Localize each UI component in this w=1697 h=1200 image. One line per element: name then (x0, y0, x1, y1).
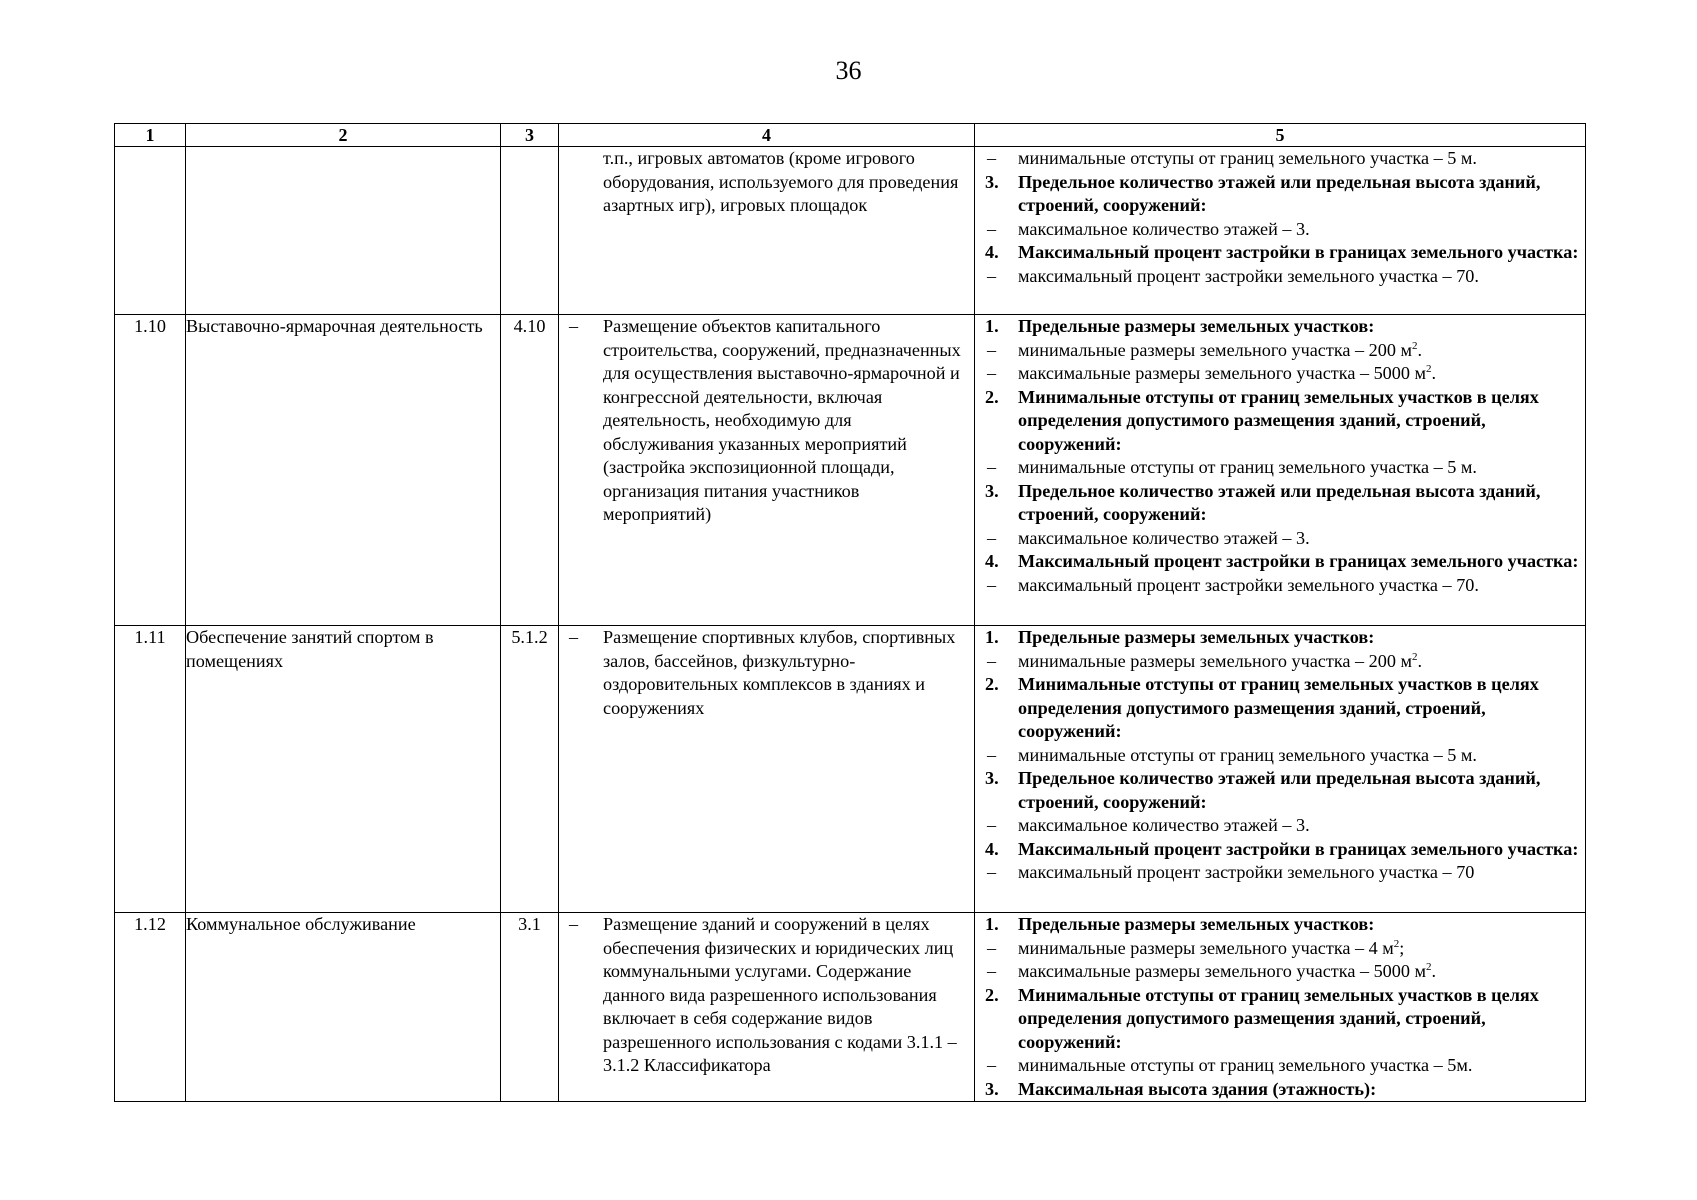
parameter-heading (975, 241, 1585, 265)
list-marker: – (987, 815, 997, 835)
parameter-heading (975, 315, 1585, 339)
parameter-text-main: максимальные размеры земельного участка – 5000 м (1018, 961, 1427, 981)
parameter-text-main: Максимальный процент застройки в границах земельного участка: (1018, 242, 1579, 262)
row-number (115, 147, 186, 315)
superscript: 2 (1426, 960, 1432, 973)
parameter-text-main: Минимальные отступы от границ земельных участков в целях определения допустимого размещения зданий, строений, сооружений: (1018, 984, 1539, 1052)
parameter-text-main: Максимальный процент застройки в границах земельного участка: (1018, 551, 1579, 571)
list-marker: – (987, 862, 997, 882)
parameter-text-main: Предельное количество этажей или предельная высота зданий, строений, сооружений: (1018, 171, 1541, 215)
use-type-name: Выставочно-ярмарочная деятельность (186, 315, 501, 626)
punctuation: ; (1399, 937, 1405, 958)
list-marker: – (987, 339, 997, 360)
parameter-heading (975, 838, 1585, 862)
use-type-name (186, 147, 501, 315)
dash-marker (559, 147, 603, 218)
parameter-text (1018, 171, 1585, 218)
parameters-cell (975, 315, 1586, 626)
punctuation: . (1431, 363, 1437, 383)
parameter-text (1018, 673, 1585, 744)
parameter-text (1018, 1054, 1585, 1078)
parameters-cell (975, 626, 1586, 913)
table-row (115, 315, 1586, 626)
list-marker: – (987, 574, 997, 595)
parameter-text-main: Минимальные отступы от границ земельных участков в целях определения допустимого размещения зданий, строений, сооружений: (1018, 386, 1539, 454)
parameter-text-main: Предельные размеры земельных участков: (1018, 914, 1375, 934)
classifier-code (501, 147, 559, 315)
classifier-code: 3.1 (501, 913, 559, 1102)
list-marker: – (987, 937, 997, 958)
list-marker: – (987, 457, 997, 477)
parameter-text (1018, 527, 1585, 551)
parameter-value (975, 339, 1585, 363)
classifier-code: 4.10 (501, 315, 559, 626)
parameter-heading (975, 673, 1585, 744)
parameter-text (1018, 626, 1585, 650)
parameter-text (1018, 1078, 1585, 1102)
list-marker: – (987, 744, 997, 765)
parameter-heading (975, 626, 1585, 650)
parameter-text (1018, 574, 1585, 598)
parameter-text-main: максимальные размеры земельного участка – 5000 м (1018, 363, 1427, 383)
page-number: 36 (835, 56, 862, 85)
use-description: Размещение объектов капитального строительства, сооружений, предназначенных для осуществления выставочно-ярмарочной и конгрессной деятельности, включая деятельность, необходимую для обслуживания указанных мероприятий (застройка экспозиционной площади, организация питания участников мероприятий) (603, 316, 961, 524)
list-marker: – (987, 527, 997, 548)
parameter-text-main: Максимальная высота здания (этажность): (1018, 1078, 1377, 1099)
parameter-heading (975, 480, 1585, 527)
list-marker: 1. (985, 316, 999, 336)
parameters-cell (975, 147, 1586, 315)
superscript: 2 (1393, 937, 1400, 950)
parameter-value (975, 147, 1585, 171)
list-marker: – (987, 650, 997, 671)
parameter-value (975, 937, 1585, 961)
parameter-heading (975, 767, 1585, 814)
parameter-text-main: Предельное количество этажей или предельная высота зданий, строений, сооружений: (1018, 480, 1541, 524)
list-marker: 2. (985, 386, 999, 407)
parameter-text-main: максимальное количество этажей – 3. (1018, 218, 1310, 239)
parameter-value (975, 814, 1585, 838)
row-number: 1.11 (115, 626, 186, 913)
dash-marker: – (569, 627, 579, 647)
list-marker: – (987, 1055, 997, 1075)
parameter-text (1018, 456, 1585, 480)
list-marker: – (987, 265, 997, 286)
table-header-row (115, 124, 1586, 147)
dash-marker: – (569, 316, 579, 336)
table-row (115, 626, 1586, 913)
parameter-text (1018, 767, 1585, 814)
superscript: 2 (1426, 362, 1432, 375)
list-marker: 2. (985, 674, 999, 694)
parameter-text-main: минимальные отступы от границ земельного участка – 5 м. (1018, 744, 1477, 765)
parameter-text (1018, 480, 1585, 527)
row-number: 1.12 (115, 913, 186, 1102)
column-header: 5 (975, 124, 1586, 147)
list-marker: 1. (985, 914, 999, 934)
parameter-value (975, 527, 1585, 551)
superscript: 2 (1411, 650, 1418, 663)
regulations-table (114, 123, 1586, 1102)
list-marker: – (987, 148, 997, 168)
parameter-value (975, 456, 1585, 480)
use-description-cell (559, 147, 975, 315)
table-row (115, 913, 1586, 1102)
parameter-text (1018, 984, 1585, 1055)
list-marker: 3. (985, 768, 999, 788)
parameter-value (975, 744, 1585, 768)
parameter-text-main: максимальный процент застройки земельного участка – 70. (1018, 574, 1479, 595)
parameter-value (975, 1054, 1585, 1078)
parameter-heading (975, 386, 1585, 457)
parameter-text (1018, 550, 1585, 574)
punctuation: . (1417, 650, 1423, 671)
parameter-text (1018, 241, 1585, 265)
parameter-text (1018, 265, 1585, 289)
parameter-text (1018, 362, 1585, 386)
use-description: Размещение спортивных клубов, спортивных залов, бассейнов, физкультурно-оздоровительных комплексов в зданиях и сооружениях (603, 627, 956, 718)
parameter-text (1018, 744, 1585, 768)
list-marker: 4. (985, 551, 999, 571)
use-description-cell (559, 913, 975, 1102)
parameter-text-main: максимальное количество этажей – 3. (1018, 815, 1310, 835)
parameter-heading (975, 984, 1585, 1055)
list-marker: 2. (985, 984, 999, 1005)
punctuation: . (1431, 961, 1437, 981)
parameters-cell (975, 913, 1586, 1102)
parameter-text (1018, 960, 1585, 984)
parameter-text (1018, 147, 1585, 171)
classifier-code: 5.1.2 (501, 626, 559, 913)
use-description-cell (559, 626, 975, 913)
row-number: 1.10 (115, 315, 186, 626)
parameter-value (975, 362, 1585, 386)
list-marker: 4. (985, 242, 999, 262)
list-marker: 3. (985, 1078, 999, 1099)
parameter-text-main: минимальные размеры земельного участка – 4 м (1018, 937, 1394, 958)
parameter-value (975, 574, 1585, 598)
list-marker: 3. (985, 171, 999, 192)
parameter-heading (975, 1078, 1585, 1102)
parameter-text (1018, 913, 1585, 937)
list-marker: – (987, 218, 997, 239)
parameter-text-main: максимальный процент застройки земельного участка – 70. (1018, 265, 1479, 286)
list-marker: 3. (985, 480, 999, 501)
parameter-text-main: минимальные размеры земельного участка – 200 м (1018, 650, 1412, 671)
parameter-text-main: Предельное количество этажей или предельная высота зданий, строений, сооружений: (1018, 768, 1541, 812)
dash-marker: – (569, 914, 579, 934)
parameter-text-main: максимальное количество этажей – 3. (1018, 527, 1310, 548)
use-description: Размещение зданий и сооружений в целях обеспечения физических и юридических лиц коммунальными услугами. Содержание данного вида разрешенного использования включает в себя содержание видов разрешенного использования с кодами 3.1.1 – 3.1.2 Классификатора (603, 914, 957, 1075)
list-marker: 4. (985, 838, 999, 859)
parameter-text-main: Предельные размеры земельных участков: (1018, 316, 1375, 336)
column-header: 4 (559, 124, 975, 147)
parameter-text-main: минимальные отступы от границ земельного участка – 5 м. (1018, 457, 1477, 477)
list-marker: – (987, 961, 997, 981)
parameter-text (1018, 339, 1585, 363)
parameter-text-main: минимальные отступы от границ земельного участка – 5м. (1018, 1055, 1473, 1075)
parameter-heading (975, 913, 1585, 937)
column-header: 2 (186, 124, 501, 147)
parameter-heading (975, 550, 1585, 574)
use-type-name: Коммунальное обслуживание (186, 913, 501, 1102)
parameter-text (1018, 861, 1585, 885)
parameter-text-main: минимальные отступы от границ земельного участка – 5 м. (1018, 148, 1477, 168)
parameter-text (1018, 838, 1585, 862)
list-marker: – (987, 363, 997, 383)
parameter-text-main: Максимальный процент застройки в границах земельного участка: (1018, 838, 1579, 859)
use-description: т.п., игровых автоматов (кроме игрового оборудования, используемого для проведения азартных игр), игровых площадок (603, 148, 959, 215)
parameter-text (1018, 814, 1585, 838)
list-marker: 1. (985, 627, 999, 647)
parameter-text-main: минимальные размеры земельного участка – 200 м (1018, 339, 1412, 360)
parameter-heading (975, 171, 1585, 218)
column-header: 1 (115, 124, 186, 147)
parameter-text-main: максимальный процент застройки земельного участка – 70 (1018, 862, 1475, 882)
use-description-cell (559, 315, 975, 626)
parameter-text-main: Предельные размеры земельных участков: (1018, 627, 1375, 647)
use-type-name: Обеспечение занятий спортом в помещениях (186, 626, 501, 913)
parameter-text (1018, 650, 1585, 674)
parameter-text (1018, 386, 1585, 457)
parameter-text-main: Минимальные отступы от границ земельных участков в целях определения допустимого размещения зданий, строений, сооружений: (1018, 674, 1539, 741)
column-header: 3 (501, 124, 559, 147)
parameter-value (975, 861, 1585, 885)
parameter-value (975, 218, 1585, 242)
superscript: 2 (1411, 339, 1418, 352)
parameter-text (1018, 315, 1585, 339)
parameter-value (975, 650, 1585, 674)
punctuation: . (1417, 339, 1423, 360)
parameter-text (1018, 937, 1585, 961)
parameter-text (1018, 218, 1585, 242)
parameter-value (975, 960, 1585, 984)
table-row (115, 147, 1586, 315)
parameter-value (975, 265, 1585, 289)
